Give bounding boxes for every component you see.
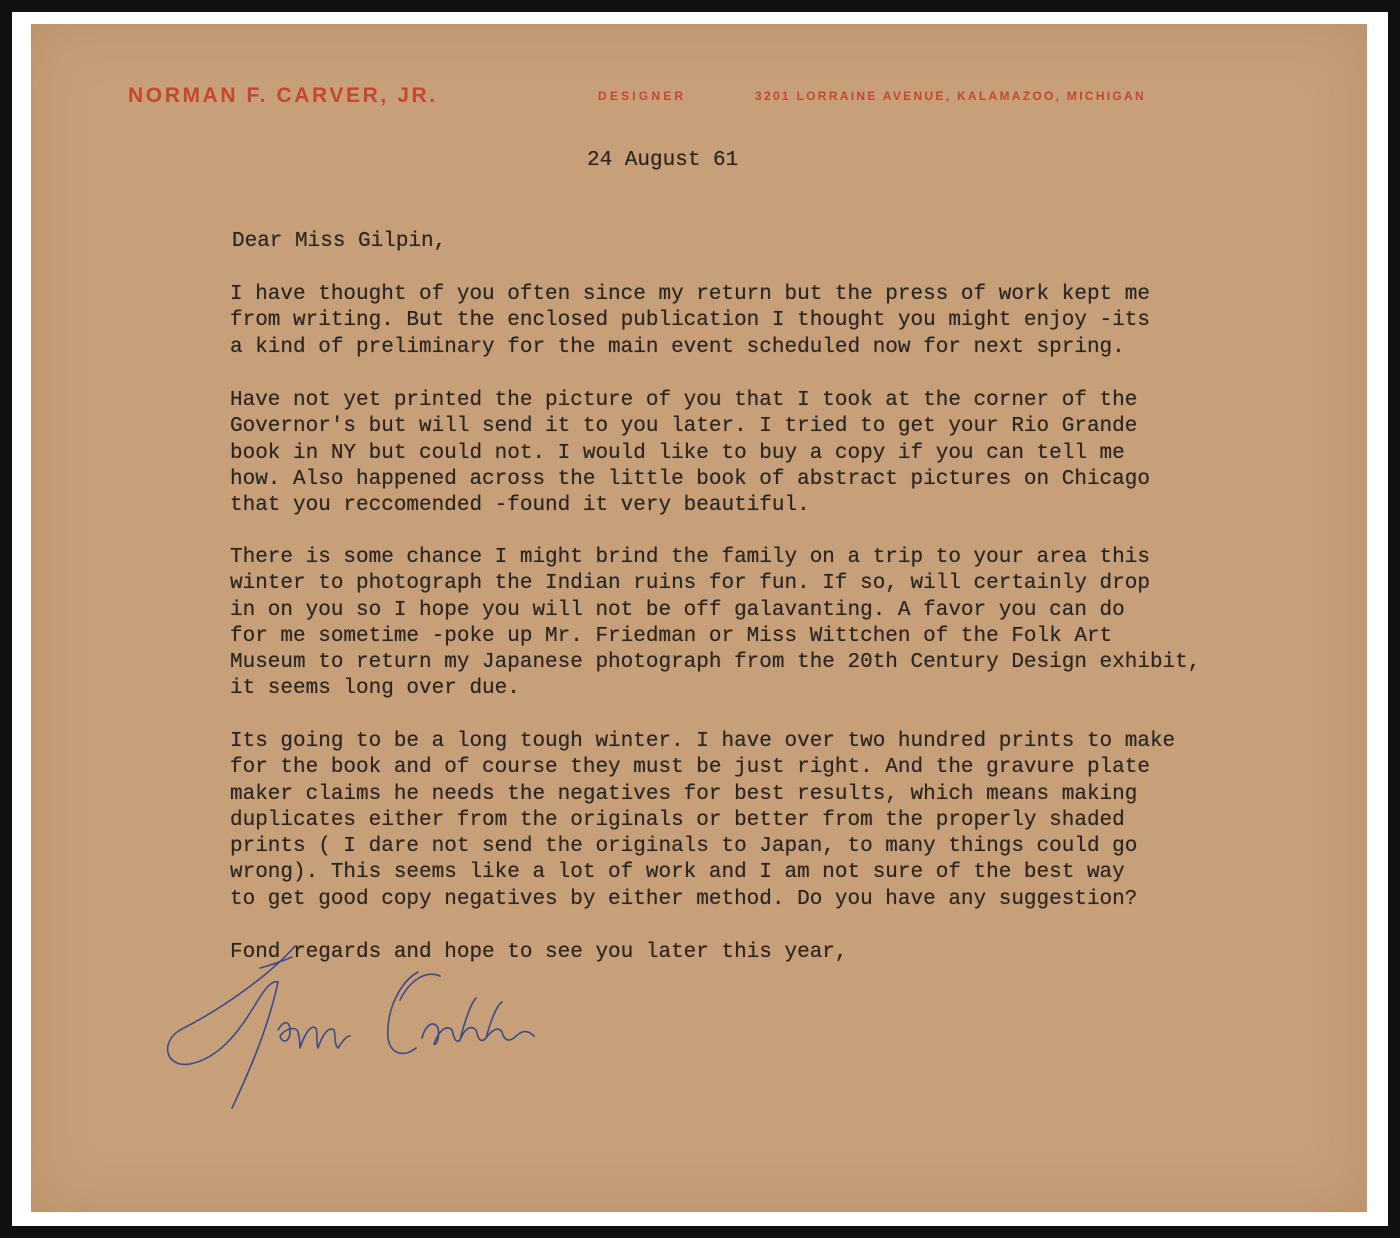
letterhead-name: NORMAN F. CARVER, JR. bbox=[128, 84, 438, 107]
letter-paragraph-3: There is some chance I might brind the family on a trip to your area this winter to photograph the Indian ruins for fun. If so, will certainly drop in on you so I hope you will not be off galavanting. A favor you can do for me sometime -poke up Mr. Friedman or Miss Wittchen of the Folk Art Museum to return my Japanese photograph from the 20th Century Design exhibit, it seems long over due. bbox=[230, 546, 1201, 701]
letter-paragraph-1: I have thought of you often since my return but the press of work kept me from writing. But the enclosed publication I thought you might enjoy -its a kind of preliminary for the main event scheduled now for next spring. bbox=[230, 283, 1150, 359]
letterhead-address: 3201 LORRAINE AVENUE, KALAMAZOO, MICHIGAN bbox=[755, 89, 1146, 103]
letter-salutation: Dear Miss Gilpin, bbox=[232, 230, 447, 253]
letter-paragraph-2: Have not yet printed the picture of you that I took at the corner of the Governor's but will send it to you later. I tried to get your Rio Grande book in NY but could not. I would like to buy a copy if you can tell me how. Also happened across the little book of abstract pictures on Chicago that you reccomended -found it very beautiful. bbox=[230, 389, 1150, 518]
handwritten-signature bbox=[160, 920, 560, 1120]
letterhead bbox=[128, 84, 1280, 108]
letterhead-role: DESIGNER bbox=[598, 89, 687, 103]
letter-date: 24 August 61 bbox=[587, 149, 739, 172]
letter-paragraph-4: Its going to be a long tough winter. I have over two hundred prints to make for the book and of course they must be just right. And the gravure plate maker claims he needs the negatives for best results, which means making duplicates either from the originals or better from the properly shaded prints ( I dare not send the originals to Japan, to many things could go wrong). This seems like a lot of work and I am not sure of the best way to get good copy negatives by either method. Do you have any suggestion? bbox=[230, 730, 1176, 911]
letter-closing: Fond regards and hope to see you later this year, bbox=[230, 941, 848, 964]
